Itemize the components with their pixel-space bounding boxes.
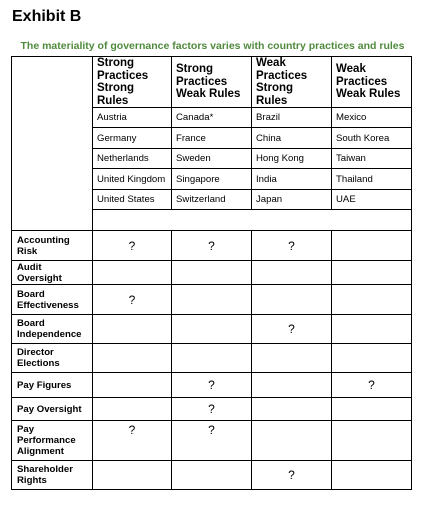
materiality-cell	[172, 373, 252, 398]
materiality-mark: ?	[208, 423, 215, 437]
factor-rows	[12, 231, 412, 490]
factor-label: Board Effectiveness	[12, 285, 93, 315]
materiality-mark: ?	[208, 378, 215, 392]
materiality-cell	[332, 315, 412, 344]
exhibit-subtitle: The materiality of governance factors varies with country practices and rules	[20, 40, 405, 52]
materiality-mark: ?	[128, 423, 136, 437]
materiality-cell	[252, 315, 332, 344]
country-cell: Japan	[252, 190, 332, 210]
materiality-cell	[172, 421, 252, 461]
materiality-table	[11, 56, 412, 490]
materiality-cell	[252, 461, 332, 490]
factor-label: Accounting Risk	[12, 231, 93, 261]
column-header: Weak Practices Weak Rules	[332, 57, 412, 108]
materiality-cell	[172, 398, 252, 421]
factor-label: Board Independence	[12, 315, 93, 344]
country-cell: Germany	[93, 128, 172, 149]
country-cell: Hong Kong	[252, 149, 332, 169]
country-cell: United Kingdom	[93, 169, 172, 190]
column-header: Strong Practices Strong Rules	[93, 57, 172, 108]
materiality-cell	[332, 421, 412, 461]
materiality-cell	[93, 285, 172, 315]
factor-label: Pay Figures	[12, 373, 93, 398]
country-cell: South Korea	[332, 128, 412, 149]
materiality-cell	[93, 344, 172, 373]
materiality-cell	[172, 344, 252, 373]
materiality-cell	[332, 261, 412, 285]
materiality-mark: ?	[288, 322, 295, 336]
materiality-mark: ?	[128, 238, 136, 253]
materiality-cell	[93, 373, 172, 398]
factor-row	[12, 231, 412, 261]
materiality-cell	[252, 344, 332, 373]
country-cell: India	[252, 169, 332, 190]
materiality-cell	[252, 231, 332, 261]
factor-label: Pay Performance Alignment	[12, 421, 93, 461]
column-header-row	[12, 57, 412, 108]
materiality-cell	[332, 285, 412, 315]
country-cell: China	[252, 128, 332, 149]
country-cell: Netherlands	[93, 149, 172, 169]
materiality-cell	[172, 461, 252, 490]
materiality-cell	[332, 373, 412, 398]
factor-label: Director Elections	[12, 344, 93, 373]
column-header: Strong Practices Weak Rules	[172, 57, 252, 108]
factor-label: Shareholder Rights	[12, 461, 93, 490]
materiality-cell	[332, 461, 412, 490]
factor-label: Audit Oversight	[12, 261, 93, 285]
country-cell: Canada*	[172, 108, 252, 128]
materiality-cell	[332, 344, 412, 373]
materiality-cell	[332, 231, 412, 261]
column-header: Weak Practices Strong Rules	[252, 57, 332, 108]
country-cell: France	[172, 128, 252, 149]
country-cell: Brazil	[252, 108, 332, 128]
materiality-cell	[93, 231, 172, 261]
materiality-cell	[252, 398, 332, 421]
corner-cell	[12, 57, 93, 231]
materiality-mark: ?	[208, 238, 215, 253]
factor-row	[12, 344, 412, 373]
country-cell: Singapore	[172, 169, 252, 190]
spacer-cell	[93, 210, 412, 231]
factor-row	[12, 261, 412, 285]
factor-row	[12, 398, 412, 421]
factor-row	[12, 421, 412, 461]
materiality-cell	[93, 461, 172, 490]
materiality-cell	[172, 315, 252, 344]
country-cell: Mexico	[332, 108, 412, 128]
materiality-cell	[93, 398, 172, 421]
materiality-cell	[93, 315, 172, 344]
materiality-cell	[332, 398, 412, 421]
materiality-cell	[252, 261, 332, 285]
country-cell: Sweden	[172, 149, 252, 169]
materiality-mark: ?	[208, 402, 215, 416]
materiality-mark: ?	[288, 238, 295, 253]
materiality-mark: ?	[128, 292, 136, 307]
country-cell: Taiwan	[332, 149, 412, 169]
materiality-cell	[93, 421, 172, 461]
materiality-mark: ?	[368, 378, 375, 392]
materiality-cell	[172, 261, 252, 285]
country-cell: United States	[93, 190, 172, 210]
exhibit-title: Exhibit B	[12, 8, 82, 25]
materiality-cell	[172, 285, 252, 315]
materiality-cell	[172, 231, 252, 261]
factor-row	[12, 373, 412, 398]
materiality-mark: ?	[288, 468, 295, 482]
country-cell: UAE	[332, 190, 412, 210]
materiality-cell	[252, 421, 332, 461]
country-cell: Switzerland	[172, 190, 252, 210]
materiality-cell	[252, 373, 332, 398]
factor-row	[12, 285, 412, 315]
factor-row	[12, 315, 412, 344]
country-cell: Austria	[93, 108, 172, 128]
materiality-cell	[252, 285, 332, 315]
factor-label: Pay Oversight	[12, 398, 93, 421]
country-cell: Thailand	[332, 169, 412, 190]
materiality-cell	[93, 261, 172, 285]
factor-row	[12, 461, 412, 490]
